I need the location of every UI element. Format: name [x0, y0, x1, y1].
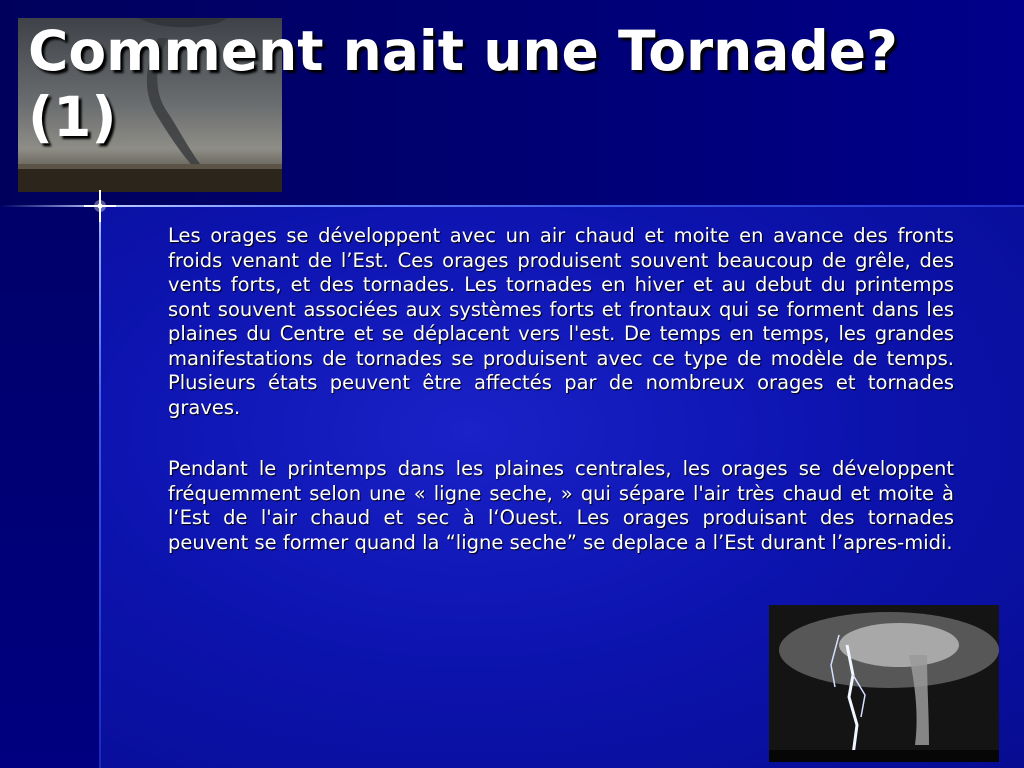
lightning-image	[769, 605, 999, 762]
horizontal-accent-line	[0, 205, 1024, 207]
vertical-accent-line	[99, 190, 101, 768]
sparkle-icon	[84, 190, 116, 222]
left-band	[0, 206, 100, 768]
paragraph-1: Les orages se développent avec un air chaud et moite en avance des fronts froids venant de l’Est. Ces orages produisent souvent beaucoup de grêle, des vents forts, et des tornades. Les tornades en hiver et au debut du printemps sont souvent associées aux systèmes forts et frontaux qui se forment dans les plaines du Centre et se déplacent vers l'est. De temps en temps, les grandes manifestations de tornades se produisent avec ce type de modèle de temps. Plusieurs états peuvent être affectés par de nombreux orages et tornades graves.	[168, 224, 954, 419]
slide-body	[168, 224, 954, 555]
paragraph-2: Pendant le printemps dans les plaines centrales, les orages se développent fréquemment selon une « ligne seche, » qui sépare l'air très chaud et moite à l‘Est de l'air chaud et sec à l‘Ouest. Les orages produisant des tornades peuvent se former quand la “ligne seche” se deplace a l’Est durant l’apres-midi.	[168, 457, 954, 554]
lightning-tornado-photo	[769, 605, 999, 762]
title-line-2: (1)	[28, 85, 117, 149]
title-line-1: Comment nait une Tornade?	[28, 19, 898, 83]
slide-title	[28, 18, 988, 150]
